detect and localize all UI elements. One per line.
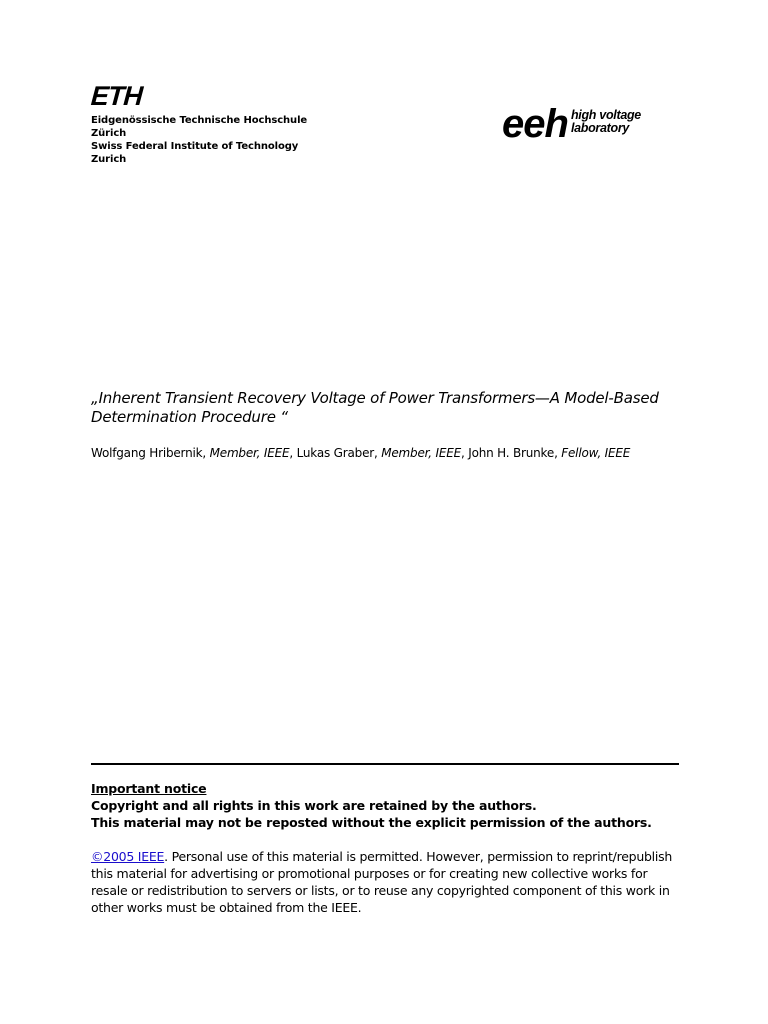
permission-paragraph	[91, 848, 681, 916]
notice-heading: Important notice	[91, 781, 207, 796]
author-membership: Member, IEEE	[381, 446, 461, 460]
paper-title: „Inherent Transient Recovery Voltage of Power Transformers—A Model-Based Determination Procedure “	[91, 389, 659, 426]
eth-name-english: Swiss Federal Institute of Technology Zurich	[91, 141, 299, 165]
eth-name-german: Eidgenössische Technische Hochschule Zürich	[91, 115, 308, 139]
eeh-subtitle-line1: high voltage	[570, 108, 641, 122]
author-name: Wolfgang Hribernik,	[91, 446, 210, 460]
eth-logo	[91, 82, 331, 166]
permission-text: . Personal use of this material is permitted. However, permission to reprint/republish this material for advertising or promotional purposes or for creating new collective works for resale or redistribution to servers or lists, or to reuse any copyrighted component of this work in other works must be obtained from the IEEE.	[91, 849, 673, 915]
author-name: John H. Brunke,	[468, 446, 562, 460]
author-list	[91, 445, 731, 462]
eeh-logo	[502, 104, 641, 144]
notice-copyright-line: Copyright and all rights in this work are retained by the authors.	[91, 798, 537, 813]
divider	[91, 763, 679, 765]
author-membership: Member, IEEE	[209, 446, 290, 460]
eeh-subtitle	[571, 109, 641, 135]
eeh-wordmark: eeh	[502, 102, 568, 146]
ieee-copyright-link[interactable]: ©2005 IEEE	[91, 849, 165, 864]
eth-wordmark: ETH	[89, 81, 144, 111]
notice-repost-line: This material may not be reposted without the explicit permission of the authors.	[91, 815, 652, 830]
important-notice	[91, 780, 691, 831]
author-membership: Fellow, IEEE	[561, 446, 631, 460]
eeh-subtitle-line2: laboratory	[570, 121, 630, 135]
author-separator: ,	[289, 446, 297, 460]
author-separator: ,	[461, 446, 469, 460]
author-name: Lukas Graber,	[296, 446, 382, 460]
